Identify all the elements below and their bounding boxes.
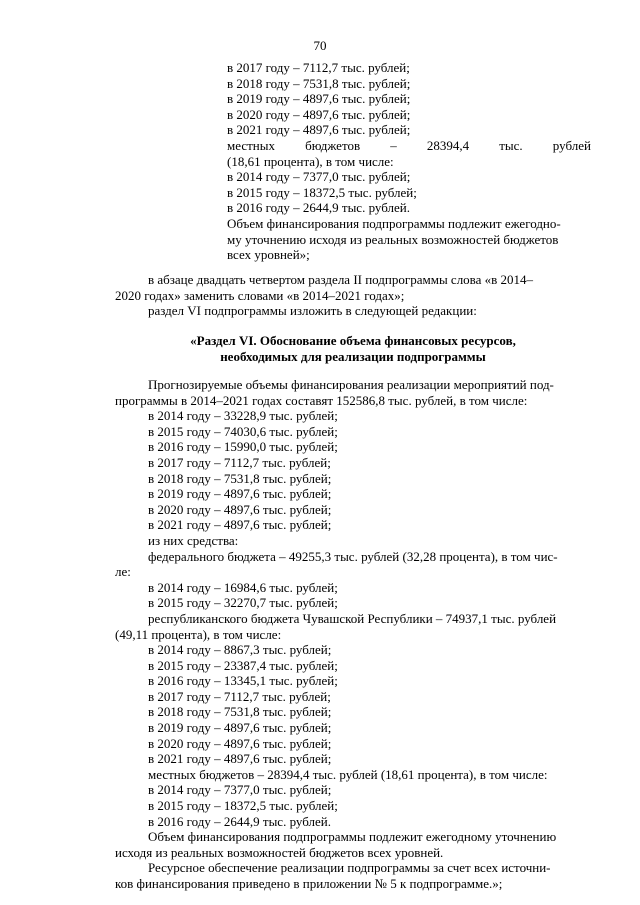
year-line: в 2014 году – 8867,3 тыс. рублей; bbox=[148, 642, 332, 658]
year-line: в 2020 году – 4897,6 тыс. рублей; bbox=[148, 735, 332, 751]
year-line: в 2021 году – 4897,6 тыс. рублей; bbox=[148, 517, 332, 533]
quoted-funding-block bbox=[227, 60, 591, 263]
section-heading bbox=[115, 333, 591, 364]
closing-line: Объем финансирования подпрограммы подлежит ежегодному уточнению bbox=[148, 829, 557, 845]
year-line: в 2015 году – 32270,7 тыс. рублей; bbox=[148, 595, 338, 611]
local-line: местных бюджетов – 28394,4 тыс. рублей (18,61 процента), в том числе: bbox=[148, 766, 548, 782]
year-line: в 2018 году – 7531,8 тыс. рублей; bbox=[148, 470, 332, 486]
year-line: в 2014 году – 16984,6 тыс. рублей; bbox=[148, 579, 338, 595]
quote-year-line: в 2021 году – 4897,6 тыс. рублей; bbox=[227, 122, 411, 138]
quote-line: (18,61 процента), в том числе: bbox=[227, 153, 394, 169]
amendment-paragraph bbox=[115, 272, 591, 319]
heading-line: необходимых для реализации подпрограммы bbox=[220, 348, 486, 364]
quote-line: му уточнению исходя из реальных возможностей бюджетов bbox=[227, 231, 559, 247]
year-line: в 2016 году – 2644,9 тыс. рублей. bbox=[148, 813, 331, 829]
closing-line: ков финансирования приведено в приложении № 5 к подпрограмме.»; bbox=[115, 876, 503, 891]
quote-line: всех уровней»; bbox=[227, 247, 310, 263]
closing-line: Ресурсное обеспечение реализации подпрограммы за счет всех источни- bbox=[148, 860, 551, 876]
quote-line: в 2016 году – 2644,9 тыс. рублей. bbox=[227, 200, 410, 216]
federal-line: ле: bbox=[115, 564, 131, 580]
body-line: Прогнозируемые объемы финансирования реализации мероприятий под- bbox=[148, 377, 554, 392]
quote-year-line: в 2020 году – 4897,6 тыс. рублей; bbox=[227, 106, 411, 122]
amendment-line: 2020 годах» заменить словами «в 2014–2021 годах»; bbox=[115, 287, 405, 303]
year-line: в 2014 году – 7377,0 тыс. рублей; bbox=[148, 782, 332, 798]
year-line: в 2015 году – 18372,5 тыс. рублей; bbox=[148, 798, 338, 814]
sources-line: из них средства: bbox=[148, 532, 239, 548]
heading-line: «Раздел VI. Обоснование объема финансовых ресурсов, bbox=[190, 333, 516, 348]
quote-line: в 2015 году – 18372,5 тыс. рублей; bbox=[227, 184, 417, 200]
page-number: 70 bbox=[313, 38, 327, 53]
body-line: программы в 2014–2021 годах составят 152586,8 тыс. рублей, в том числе: bbox=[115, 392, 528, 408]
quote-local-budget-line: местных бюджетов – 28394,4 тыс. рублей bbox=[227, 137, 591, 153]
republic-line: (49,11 процента), в том числе: bbox=[115, 626, 282, 642]
year-line: в 2016 году – 13345,1 тыс. рублей; bbox=[148, 673, 338, 689]
year-line: в 2015 году – 23387,4 тыс. рублей; bbox=[148, 657, 338, 673]
year-line: в 2015 году – 74030,6 тыс. рублей; bbox=[148, 423, 338, 439]
section-body bbox=[115, 377, 591, 892]
year-line: в 2017 году – 7112,7 тыс. рублей; bbox=[148, 454, 331, 470]
quote-line: Объем финансирования подпрограммы подлежит ежегодно- bbox=[227, 215, 561, 231]
amendment-line: в абзаце двадцать четвертом раздела II подпрограммы слова «в 2014– bbox=[148, 272, 534, 287]
year-line: в 2019 году – 4897,6 тыс. рублей; bbox=[148, 486, 332, 502]
year-line: в 2021 году – 4897,6 тыс. рублей; bbox=[148, 751, 332, 767]
quote-year-line: в 2017 году – 7112,7 тыс. рублей; bbox=[227, 60, 410, 75]
federal-line: федерального бюджета – 49255,3 тыс. рублей (32,28 процента), в том чис- bbox=[148, 548, 558, 564]
quote-year-line: в 2018 году – 7531,8 тыс. рублей; bbox=[227, 75, 411, 91]
year-line: в 2019 году – 4897,6 тыс. рублей; bbox=[148, 720, 332, 736]
year-line: в 2020 году – 4897,6 тыс. рублей; bbox=[148, 501, 332, 517]
quote-year-line: в 2019 году – 4897,6 тыс. рублей; bbox=[227, 91, 411, 107]
year-line: в 2018 году – 7531,8 тыс. рублей; bbox=[148, 704, 332, 720]
quote-line: в 2014 году – 7377,0 тыс. рублей; bbox=[227, 169, 411, 185]
republic-line: республиканского бюджета Чувашской Республики – 74937,1 тыс. рублей bbox=[148, 610, 557, 626]
closing-line: исходя из реальных возможностей бюджетов всех уровней. bbox=[115, 844, 444, 860]
amendment-line: раздел VI подпрограммы изложить в следующей редакции: bbox=[148, 303, 477, 319]
year-line: в 2017 году – 7112,7 тыс. рублей; bbox=[148, 688, 331, 704]
year-line: в 2014 году – 33228,9 тыс. рублей; bbox=[148, 408, 338, 424]
year-line: в 2016 году – 15990,0 тыс. рублей; bbox=[148, 439, 338, 455]
